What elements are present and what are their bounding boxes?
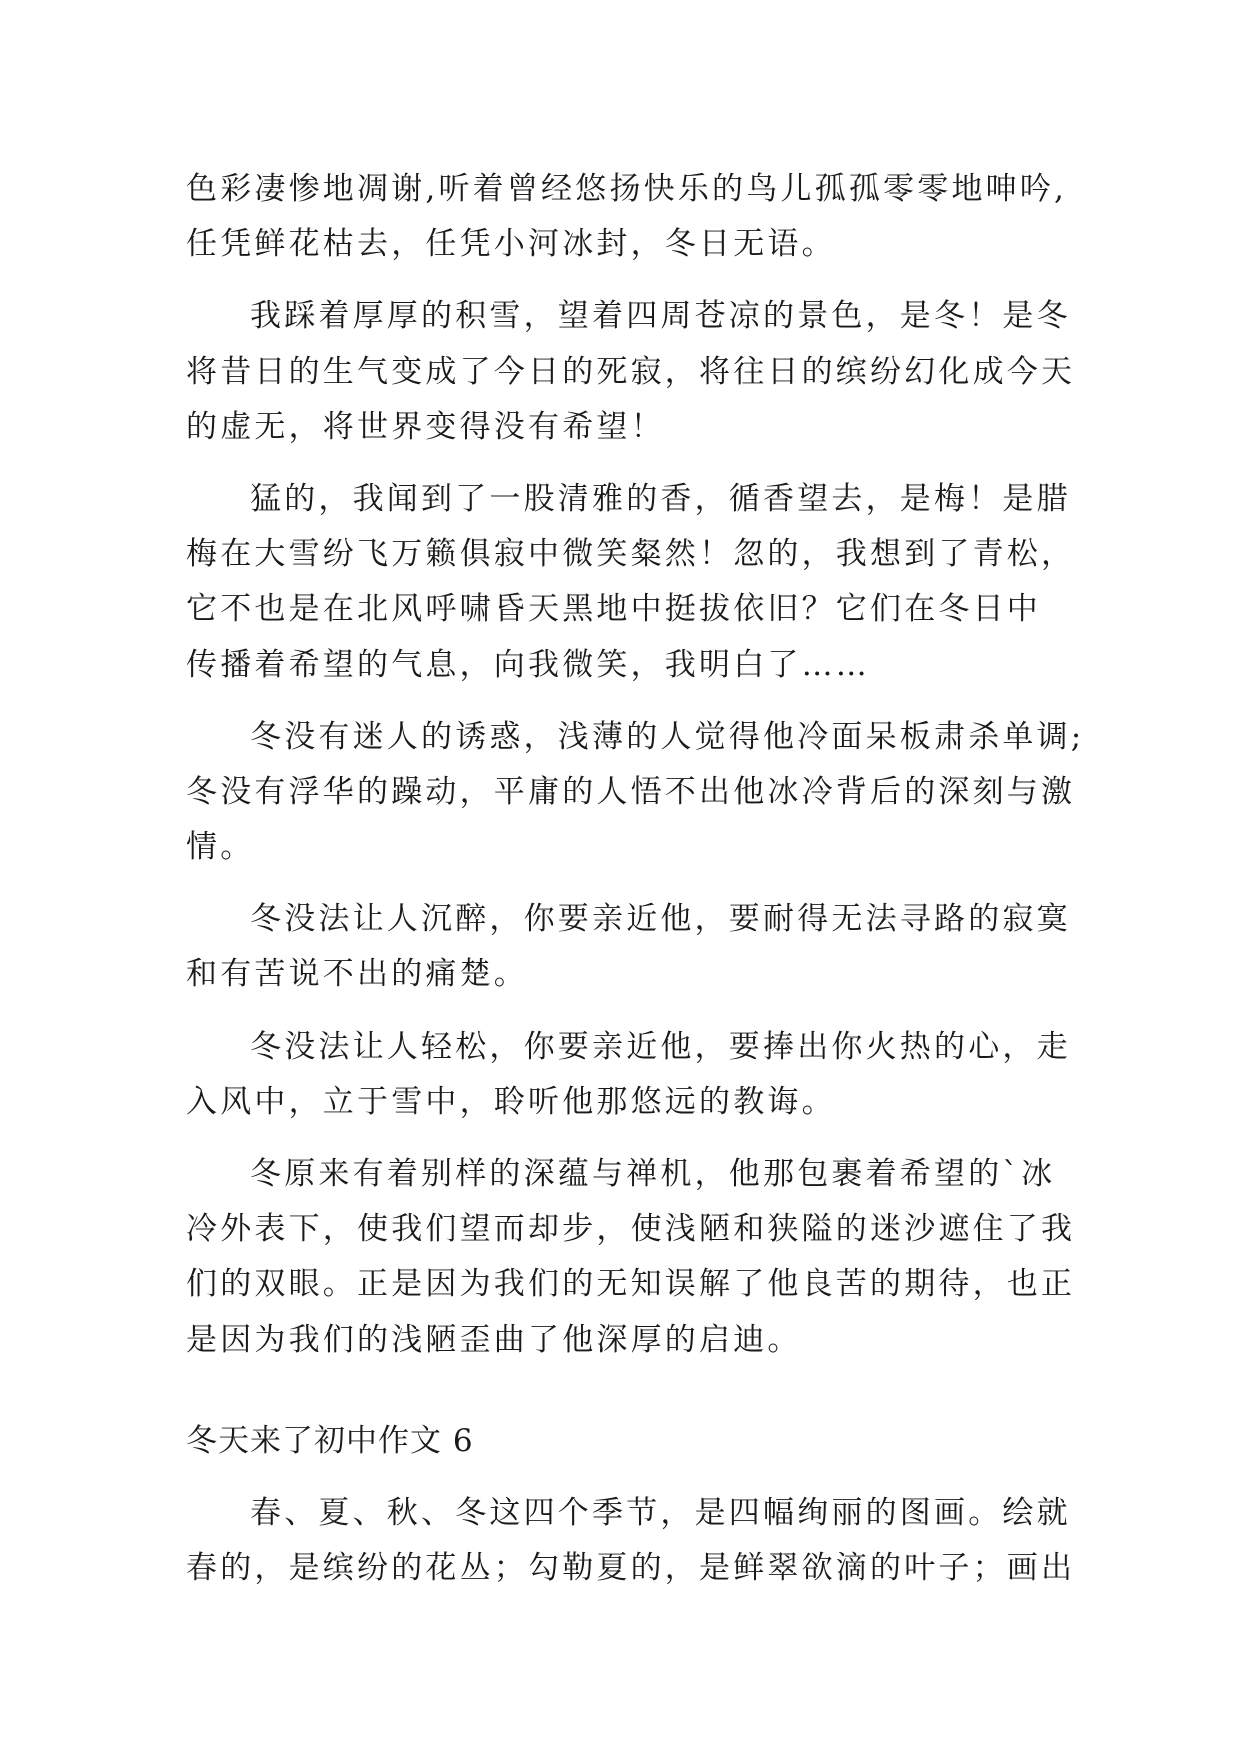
paragraph-gap bbox=[186, 693, 1066, 710]
paragraph-line: 情。 bbox=[186, 829, 255, 866]
paragraph-line: 冷外表下，使我们望而却步，使浅陋和狭隘的迷沙遮住了我 bbox=[186, 1211, 1076, 1248]
paragraph-line: 和有苦说不出的痛楚。 bbox=[186, 956, 528, 993]
paragraph-line: 任凭鲜花枯去，任凭小河冰封，冬日无语。 bbox=[186, 226, 836, 263]
paragraph-gap bbox=[186, 1469, 1066, 1486]
paragraph-line: 色彩凄惨地凋谢,听着曾经悠扬快乐的鸟儿孤孤零零地呻吟, bbox=[186, 171, 1068, 207]
paragraph-line: 我踩着厚厚的积雪，望着四周苍凉的景色，是冬！是冬 bbox=[250, 298, 1071, 335]
paragraph-line: 冬没有浮华的躁动，平庸的人悟不出他冰冷背后的深刻与激 bbox=[186, 773, 1076, 810]
paragraph-line: 们的双眼。正是因为我们的无知误解了他良苦的期待，也正 bbox=[186, 1266, 1076, 1303]
paragraph-gap bbox=[186, 875, 1066, 892]
section-gap bbox=[186, 1368, 1066, 1414]
paragraph-gap bbox=[186, 1130, 1066, 1147]
section-heading: 冬天来了初中作文 6 bbox=[186, 1422, 474, 1459]
paragraph-line: 猛的，我闻到了一股清雅的香，循香望去，是梅！是腊 bbox=[250, 480, 1071, 517]
paragraph-line: 冬没法让人轻松，你要亲近他，要捧出你火热的心，走 bbox=[250, 1028, 1071, 1065]
paragraph-line: 冬没有迷人的诱惑，浅薄的人觉得他冷面呆板肃杀单调; bbox=[250, 718, 1085, 755]
paragraph-line: 入风中，立于雪中，聆听他那悠远的教诲。 bbox=[186, 1083, 836, 1120]
paragraph-line: 冬原来有着别样的深蕴与禅机，他那包裹着希望的`冰 bbox=[250, 1156, 1056, 1192]
paragraph-line: 它不也是在北风呼啸昏天黑地中挺拔依旧？它们在冬日中 bbox=[186, 591, 1041, 628]
paragraph-line: 春、夏、秋、冬这四个季节，是四幅绚丽的图画。绘就 bbox=[250, 1494, 1071, 1531]
paragraph-line: 将昔日的生气变成了今日的死寂，将往日的缤纷幻化成今天 bbox=[186, 353, 1076, 390]
paragraph-line: 梅在大雪纷飞万籁俱寂中微笑粲然！忽的，我想到了青松， bbox=[186, 536, 1076, 573]
paragraph-line: 冬没法让人沉醉，你要亲近他，要耐得无法寻路的寂寞 bbox=[250, 901, 1071, 938]
paragraph-line: 春的，是缤纷的花丛；勾勒夏的，是鲜翠欲滴的叶子；画出 bbox=[186, 1550, 1076, 1587]
paragraph-line: 是因为我们的浅陋歪曲了他深厚的启迪。 bbox=[186, 1321, 802, 1358]
paragraph-line: 传播着希望的气息，向我微笑，我明白了…… bbox=[186, 646, 870, 683]
paragraph-gap bbox=[186, 1003, 1066, 1020]
paragraph-gap bbox=[186, 272, 1066, 289]
paragraph-line: 的虚无，将世界变得没有希望！ bbox=[186, 408, 665, 445]
paragraph-gap bbox=[186, 455, 1066, 472]
document-body bbox=[186, 162, 1085, 1596]
